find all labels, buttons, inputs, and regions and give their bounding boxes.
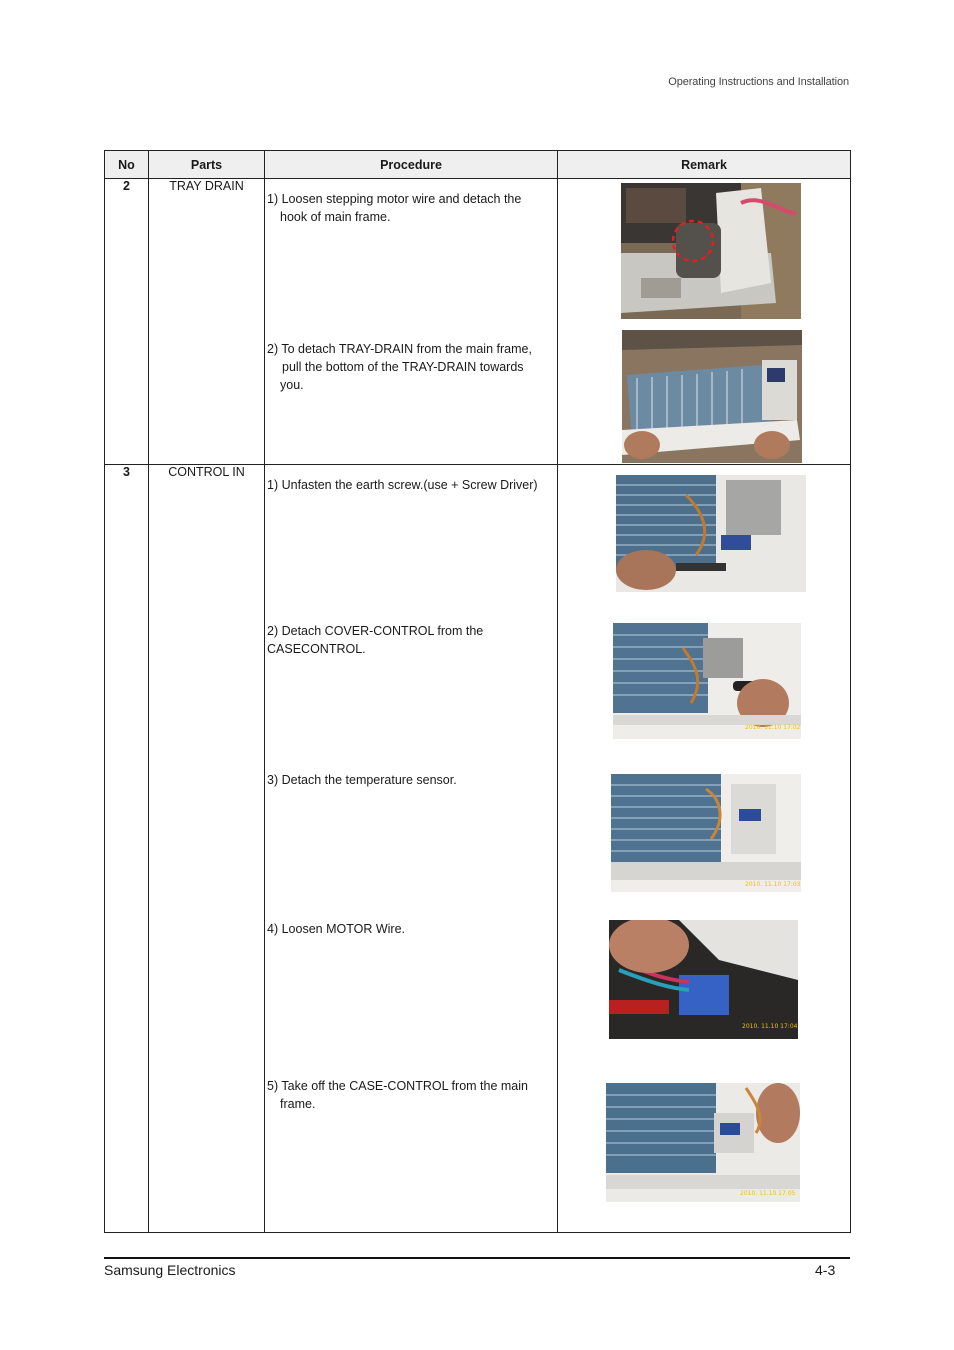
part-name: CONTROL IN <box>149 465 265 1233</box>
control-in-photo-1 <box>616 475 806 592</box>
footer-company: Samsung Electronics <box>104 1262 236 1278</box>
table-row <box>105 179 851 465</box>
procedure-step: 5) Take off the CASE-CONTROL from the main frame. <box>267 1079 528 1111</box>
control-in-photo-2 <box>613 623 801 739</box>
table-header-row <box>105 151 851 179</box>
procedure-step: 2) Detach COVER-CONTROL from the CASECONTROL. <box>267 624 484 656</box>
procedure-step: 2) To detach TRAY-DRAIN from the main frame, pull the bottom of the TRAY-DRAIN towards you. <box>267 342 532 392</box>
procedure-table <box>104 150 851 1233</box>
photo-timestamp: 2010. 11.10 17:05 <box>740 1190 796 1197</box>
part-name: TRAY DRAIN <box>149 179 265 465</box>
column-header-remark: Remark <box>558 151 851 179</box>
control-in-photo-3 <box>611 774 801 892</box>
column-header-procedure: Procedure <box>265 151 558 179</box>
tray-drain-photo-1 <box>621 183 801 319</box>
procedure-step: 1) Unfasten the earth screw.(use + Screw Driver) <box>267 478 538 492</box>
procedure-cell <box>265 179 558 465</box>
running-header: Operating Instructions and Installation <box>668 76 849 88</box>
remark-cell <box>558 179 851 465</box>
control-in-photo-4 <box>609 920 798 1039</box>
photo-timestamp: 2010. 11.10 17:02 <box>745 724 801 731</box>
footer-divider <box>104 1257 850 1259</box>
row-number: 3 <box>105 465 149 1233</box>
control-in-photo-5 <box>606 1083 800 1202</box>
procedure-step: 4) Loosen MOTOR Wire. <box>267 922 406 936</box>
procedure-step: 3) Detach the temperature sensor. <box>267 773 457 787</box>
row-number: 2 <box>105 179 149 465</box>
page-number: 4-3 <box>815 1262 836 1278</box>
photo-timestamp: 2010. 11.10 17:04 <box>742 1023 798 1030</box>
tray-drain-photo-2 <box>622 330 802 463</box>
table-row <box>105 465 851 1233</box>
procedure-step: 1) Loosen stepping motor wire and detach the hook of main frame. <box>267 192 522 224</box>
column-header-parts: Parts <box>149 151 265 179</box>
remark-cell <box>558 465 851 1233</box>
photo-timestamp: 2010. 11.10 17:03 <box>745 881 801 888</box>
column-header-no: No <box>105 151 149 179</box>
procedure-cell <box>265 465 558 1233</box>
